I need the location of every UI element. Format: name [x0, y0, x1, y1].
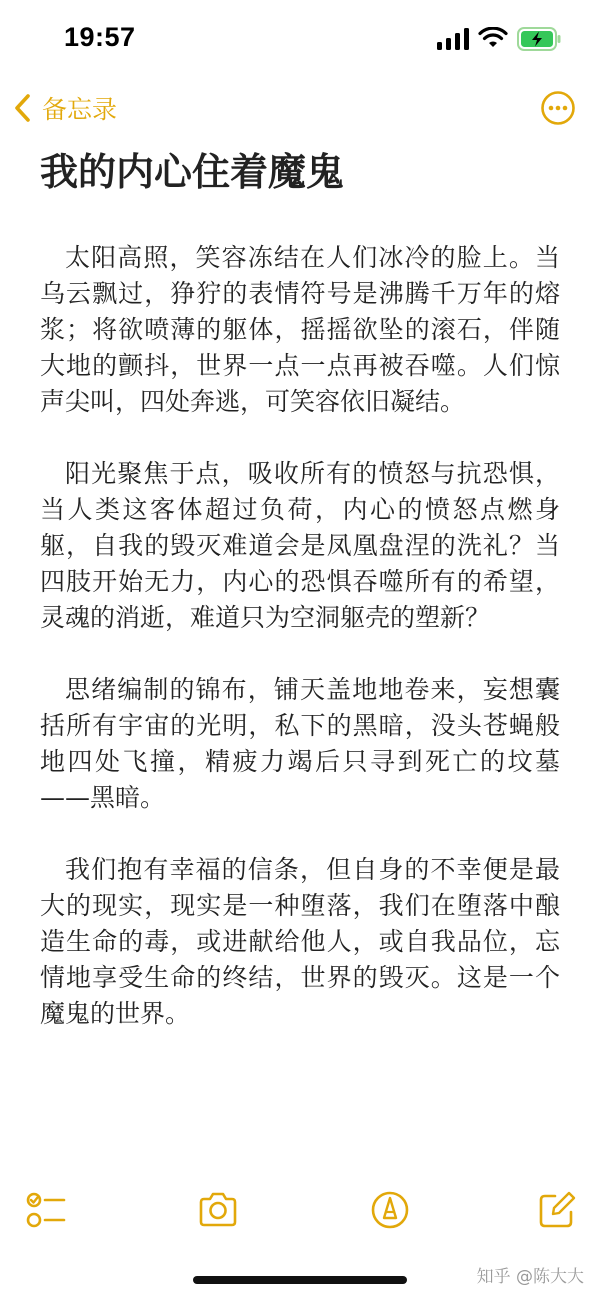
checklist-icon[interactable]	[24, 1188, 68, 1232]
home-indicator[interactable]	[193, 1276, 407, 1284]
markup-pen-icon[interactable]	[368, 1188, 412, 1232]
cellular-signal-icon	[437, 28, 469, 50]
wifi-icon	[478, 27, 508, 49]
bottom-toolbar	[0, 1188, 600, 1240]
back-button[interactable]	[10, 84, 117, 132]
chevron-left-icon	[10, 90, 34, 126]
camera-icon[interactable]	[196, 1188, 240, 1232]
ellipsis-circle-icon[interactable]	[540, 90, 576, 126]
note-paragraph: 阳光聚焦于点，吸收所有的愤怒与抗恐惧，当人类这客体超过负荷，内心的愤怒点燃身躯，自我的毁灭难道会是凤凰盘涅的洗礼？当四肢开始无力，内心的恐惧吞噬所有的希望，灵魂的消逝，难道只为空洞躯壳的塑新？	[40, 459, 560, 632]
note-paragraph: 太阳高照，笑容冻结在人们冰冷的脸上。当乌云飘过，狰狞的表情符号是沸腾千万年的熔浆；将欲喷薄的躯体，摇摇欲坠的滚石，伴随大地的颤抖，世界一点一点再被吞噬。人们惊声尖叫，四处奔逃，可笑容依旧凝结。	[40, 243, 560, 416]
note-paragraph: 思绪编制的锦布，铺天盖地地卷来，妄想囊括所有宇宙的光明，私下的黑暗，没头苍蝇般地四处飞撞，精疲力竭后只寻到死亡的坟墓——黑暗。	[40, 675, 560, 812]
note-title[interactable]: 我的内心住着魔鬼	[40, 150, 345, 194]
back-label: 备忘录	[42, 95, 118, 124]
note-body[interactable]	[40, 240, 560, 1068]
note-paragraph: 我们抱有幸福的信条，但自身的不幸便是最大的现实，现实是一种堕落，我们在堕落中酿造生命的毒，或进献给他人，或自我品位，忘情地享受生命的终结，世界的毁灭。这是一个魔鬼的世界。	[40, 855, 560, 1028]
compose-icon[interactable]	[535, 1188, 579, 1232]
nav-bar	[0, 84, 600, 132]
status-time: 19:57	[64, 22, 136, 52]
status-bar	[0, 0, 600, 80]
zhihu-watermark: 知乎 @陈大大	[476, 1267, 584, 1287]
battery-charging-icon	[517, 26, 561, 52]
